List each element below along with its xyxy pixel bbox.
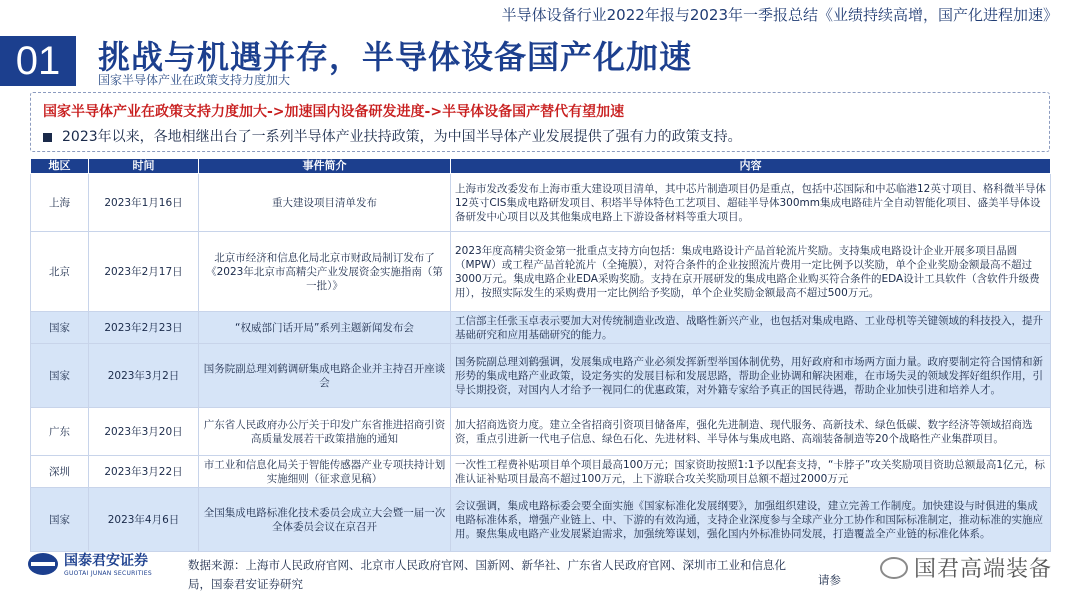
header-event: 事件简介 <box>199 159 451 174</box>
policy-table <box>30 158 1051 552</box>
cell-region: 广东 <box>31 408 89 456</box>
callout-bullet <box>43 126 742 146</box>
watermark-text: 国君高端装备 <box>913 557 1052 582</box>
wechat-watermark <box>880 552 1052 583</box>
disclaimer-note: 请参 <box>818 573 841 587</box>
cell-event: 市工业和信息化局关于智能传感器产业专项扶持计划实施细则（征求意见稿） <box>199 456 451 488</box>
report-title: 半导体设备行业2022年报与2023年一季报总结《业绩持续高增，国产化进程加速》 <box>501 6 1058 24</box>
callout-headline: 国家半导体产业在政策支持力度加大->加速国内设备研发进度->半导体设备国产替代有望加速 <box>43 104 625 120</box>
table-row <box>31 232 1051 312</box>
cell-content: 工信部主任张玉卓表示要加大对传统制造业改造、战略性新兴产业，也包括对集成电路、工业母机等关键领域的科技投入，提升基础研究和应用基础研究的能力。 <box>451 312 1051 344</box>
cell-event: 北京市经济和信息化局北京市财政局制订发布了《2023年北京市高精尖产业发展资金实施指南（第一批）》 <box>199 232 451 312</box>
cell-region: 深圳 <box>31 456 89 488</box>
cell-event: “权威部门话开局”系列主题新闻发布会 <box>199 312 451 344</box>
callout-bullet-text: 2023年以来，各地相继出台了一系列半导体产业扶持政策，为中国半导体产业发展提供了强有力的政策支持。 <box>62 129 742 145</box>
cell-content: 加大招商选资力度。建立全省招商引资项目储备库，强化先进制造、现代服务、高新技术、绿色低碳、数字经济等领域招商选资，重点引进新一代电子信息、绿色石化、先进材料、半导体与集成电路、高端装备制造等20个战略性产业集群项目。 <box>451 408 1051 456</box>
logo-name-cn: 国泰君安证券 <box>64 553 148 569</box>
bullet-square-icon <box>43 133 52 142</box>
company-logo <box>28 550 152 577</box>
cell-content: 会议强调，集成电路标委会要全面实施《国家标准化发展纲要》，加强组织建设，建立完善工作制度。加快建设与时俱进的集成电路标准体系，增强产业链上、中、下游的有效沟通，支持企业深度参与全球产业分工协作和国际标准制定，推动标准的实施应用。聚焦集成电路产业发展紧迫需求，加强统筹谋划，强化国内外标准协同发展，打造覆盖全产业链的标准化体系。 <box>451 488 1051 552</box>
table-row <box>31 174 1051 232</box>
cell-region: 国家 <box>31 488 89 552</box>
cell-region: 国家 <box>31 312 89 344</box>
cell-content: 国务院副总理刘鹤强调，发展集成电路产业必须发挥新型举国体制优势，用好政府和市场两方面力量。政府要制定符合国情和新形势的集成电路产业政策，设定务实的发展目标和发展思路，帮助企业协调和解决困难，在市场失灵的领域发挥好组织作用，引导长期投资，对国内人才给予一视同仁的优惠政策，对外籍专家给予真正的国民待遇，帮助企业加快引进和培养人才。 <box>451 344 1051 408</box>
cell-event: 重大建设项目清单发布 <box>199 174 451 232</box>
page-title: 挑战与机遇并存，半导体设备国产化加速 <box>98 38 693 76</box>
cell-date: 2023年3月22日 <box>89 456 199 488</box>
logo-emblem-icon <box>28 553 58 575</box>
cell-event: 广东省人民政府办公厅关于印发广东省推进招商引资高质量发展若干政策措施的通知 <box>199 408 451 456</box>
table-row <box>31 456 1051 488</box>
cell-date: 2023年2月23日 <box>89 312 199 344</box>
table-row <box>31 408 1051 456</box>
cell-date: 2023年3月2日 <box>89 344 199 408</box>
data-source-note: 数据来源：上海市人民政府官网、北京市人民政府官网、国新网、新华社、广东省人民政府官网、深圳市工业和信息化局，国泰君安证券研究 <box>188 558 786 591</box>
table-row <box>31 312 1051 344</box>
cell-date: 2023年4月6日 <box>89 488 199 552</box>
logo-text <box>64 550 152 577</box>
wechat-icon <box>880 557 908 579</box>
cell-event: 国务院副总理刘鹤调研集成电路企业并主持召开座谈会 <box>199 344 451 408</box>
cell-content: 上海市发改委发布上海市重大建设项目清单，其中芯片制造项目仍是重点，包括中芯国际和中芯临港12英寸项目、格科微半导体12英寸CIS集成电路研发项目、积塔半导体特色工艺项目、超硅半导体300mm集成电路硅片全自动智能化项目、盛美半导体设备研发中心项目以及其他集成电路上下游设备材料等重大项目。 <box>451 174 1051 232</box>
cell-event: 全国集成电路标准化技术委员会成立大会暨一届一次全体委员会议在京召开 <box>199 488 451 552</box>
cell-date: 2023年3月20日 <box>89 408 199 456</box>
header-date: 时间 <box>89 159 199 174</box>
cell-region: 北京 <box>31 232 89 312</box>
table-row <box>31 488 1051 552</box>
cell-content: 一次性工程费补贴项目单个项目最高100万元；国家资助按照1:1予以配套支持，“卡脖子”攻关奖励项目资助总额最高1亿元，标准认证补贴项目最高不超过100万元，上下游联合攻关奖励项目总额不超过2000万元 <box>451 456 1051 488</box>
header-region: 地区 <box>31 159 89 174</box>
logo-name-en: GUOTAI JUNAN SECURITIES <box>64 570 152 577</box>
cell-region: 国家 <box>31 344 89 408</box>
summary-callout <box>30 92 1050 152</box>
table-header-row <box>31 159 1051 174</box>
page-subtitle: 国家半导体产业在政策支持力度加大 <box>98 73 291 87</box>
cell-region: 上海 <box>31 174 89 232</box>
cell-date: 2023年2月17日 <box>89 232 199 312</box>
cell-content: 2023年度高精尖资金第一批重点支持方向包括：集成电路设计产品首轮流片奖励。支持集成电路设计企业开展多项目晶圆（MPW）或工程产品首轮流片（全掩膜），对符合条件的企业按照流片费用一定比例予以奖励，单个企业奖励金额最高不超过3000万元。集成电路企业EDA采购奖励。支持在京开展研发的集成电路企业购买符合条件的EDA设计工具软件（含软件升级费用），按照实际发生的采购费用一定比例给予奖励，单个企业奖励金额最高不超过500万元。 <box>451 232 1051 312</box>
section-number: 01 <box>0 36 76 86</box>
table-row <box>31 344 1051 408</box>
cell-date: 2023年1月16日 <box>89 174 199 232</box>
header-content: 内容 <box>451 159 1051 174</box>
